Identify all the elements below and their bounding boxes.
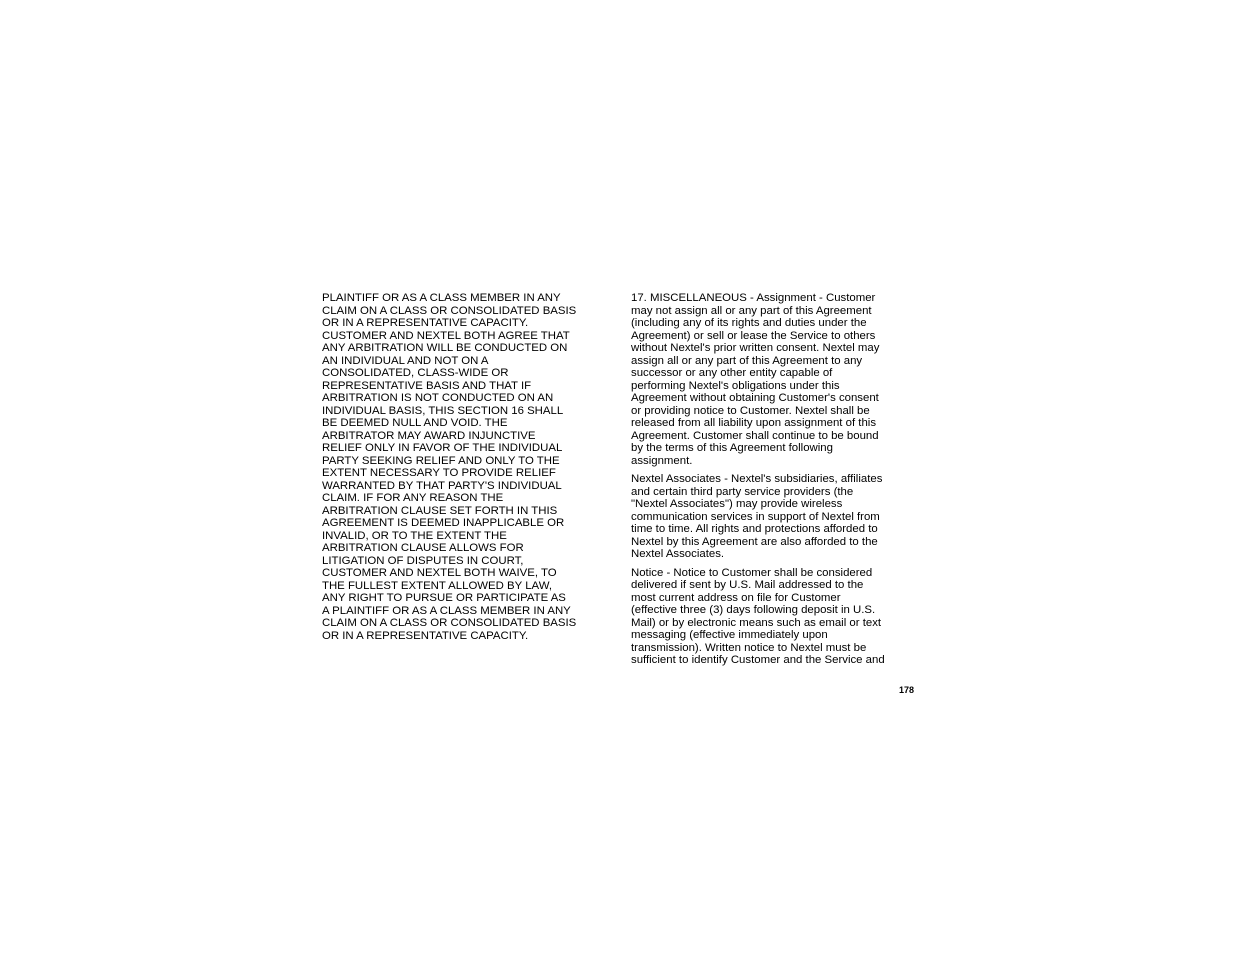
text-line: messaging (effective immediately upon bbox=[631, 629, 828, 641]
text-line: performing Nextel's obligations under this bbox=[631, 379, 840, 392]
text-line: may not assign all or any part of this Agreement bbox=[631, 304, 872, 317]
text-line: CLAIM. IF FOR ANY REASON THE bbox=[322, 492, 504, 504]
text-line: (effective three (3) days following deposit in U.S. bbox=[631, 604, 876, 616]
text-line: REPRESENTATIVE BASIS AND THAT IF bbox=[322, 379, 532, 392]
notice-paragraph bbox=[631, 567, 921, 667]
text-line: delivered if sent by U.S. Mail addressed to the bbox=[631, 579, 864, 591]
text-line: ARBITRATION CLAUSE ALLOWS FOR bbox=[322, 542, 524, 554]
text-line: ARBITRATOR MAY AWARD INJUNCTIVE bbox=[322, 429, 536, 442]
arbitration-waiver-paragraph bbox=[322, 292, 612, 642]
text-line: or providing notice to Customer. Nextel shall be bbox=[631, 404, 870, 417]
text-line: PLAINTIFF OR AS A CLASS MEMBER IN ANY bbox=[322, 292, 561, 304]
text-line: 17. MISCELLANEOUS - Assignment - Customer bbox=[631, 292, 876, 304]
text-line: A PLAINTIFF OR AS A CLASS MEMBER IN ANY bbox=[322, 604, 571, 617]
text-line: CLAIM ON A CLASS OR CONSOLIDATED BASIS bbox=[322, 617, 577, 629]
text-line: CONSOLIDATED, CLASS-WIDE OR bbox=[322, 367, 509, 379]
text-line: AN INDIVIDUAL AND NOT ON A bbox=[322, 354, 489, 367]
text-line: by the terms of this Agreement following bbox=[631, 442, 833, 454]
text-line: Nextel Associates. bbox=[631, 548, 725, 560]
text-line: Agreement) or sell or lease the Service to others bbox=[631, 329, 876, 342]
text-line: RELIEF ONLY IN FAVOR OF THE INDIVIDUAL bbox=[322, 442, 563, 454]
text-line: released from all liability upon assignment of this bbox=[631, 417, 877, 429]
text-line: ARBITRATION CLAUSE SET FORTH IN THIS bbox=[322, 504, 558, 517]
text-line: most current address on file for Customer bbox=[631, 591, 841, 604]
text-line: LITIGATION OF DISPUTES IN COURT, bbox=[322, 554, 524, 567]
text-line: WARRANTED BY THAT PARTY'S INDIVIDUAL bbox=[322, 479, 562, 492]
text-line: OR IN A REPRESENTATIVE CAPACITY. bbox=[322, 317, 529, 329]
text-line: OR IN A REPRESENTATIVE CAPACITY. bbox=[322, 629, 529, 642]
text-line: ANY ARBITRATION WILL BE CONDUCTED ON bbox=[322, 342, 568, 354]
left-text-column bbox=[322, 292, 612, 642]
text-line: BE DEEMED NULL AND VOID. THE bbox=[322, 417, 508, 429]
text-line: Nextel by this Agreement are also afforded to the bbox=[631, 535, 878, 548]
text-line: without Nextel's prior written consent. Nextel may bbox=[631, 342, 880, 354]
text-line: CUSTOMER AND NEXTEL BOTH WAIVE, TO bbox=[322, 567, 557, 579]
page-number: 178 bbox=[898, 685, 914, 695]
text-line: Agreement. Customer shall continue to be bound bbox=[631, 429, 879, 442]
text-line: "Nextel Associates") may provide wireless bbox=[631, 498, 843, 510]
text-line: CUSTOMER AND NEXTEL BOTH AGREE THAT bbox=[322, 329, 570, 342]
nextel-associates-paragraph bbox=[631, 473, 921, 561]
text-line: EXTENT NECESSARY TO PROVIDE RELIEF bbox=[322, 467, 556, 479]
assignment-paragraph bbox=[631, 292, 921, 467]
text-line: THE FULLEST EXTENT ALLOWED BY LAW, bbox=[322, 579, 552, 592]
text-line: time to time. All rights and protections afforded to bbox=[631, 523, 878, 535]
text-line: INVALID, OR TO THE EXTENT THE bbox=[322, 529, 507, 542]
text-line: CLAIM ON A CLASS OR CONSOLIDATED BASIS bbox=[322, 304, 577, 317]
text-line: sufficient to identify Customer and the Service and bbox=[631, 654, 885, 666]
text-line: assign all or any part of this Agreement to any bbox=[631, 354, 863, 367]
text-line: successor or any other entity capable of bbox=[631, 367, 833, 379]
text-line: INDIVIDUAL BASIS, THIS SECTION 16 SHALL bbox=[322, 404, 564, 417]
text-line: Nextel Associates - Nextel's subsidiaries, affiliates bbox=[631, 473, 883, 485]
text-line: ARBITRATION IS NOT CONDUCTED ON AN bbox=[322, 392, 554, 404]
text-line: transmission). Written notice to Nextel must be bbox=[631, 641, 867, 654]
text-line: Mail) or by electronic means such as email or text bbox=[631, 616, 882, 629]
text-line: PARTY SEEKING RELIEF AND ONLY TO THE bbox=[322, 454, 560, 467]
text-line: communication services in support of Nextel from bbox=[631, 510, 880, 523]
text-line: and certain third party service providers (the bbox=[631, 485, 854, 498]
text-line: Notice - Notice to Customer shall be considered bbox=[631, 566, 873, 579]
text-line: assignment. bbox=[631, 454, 693, 467]
right-text-column bbox=[631, 292, 921, 667]
text-line: AGREEMENT IS DEEMED INAPPLICABLE OR bbox=[322, 517, 565, 529]
text-line: Agreement without obtaining Customer's consent bbox=[631, 392, 879, 404]
text-line: (including any of its rights and duties under the bbox=[631, 317, 867, 329]
text-line: ANY RIGHT TO PURSUE OR PARTICIPATE AS bbox=[322, 592, 566, 604]
